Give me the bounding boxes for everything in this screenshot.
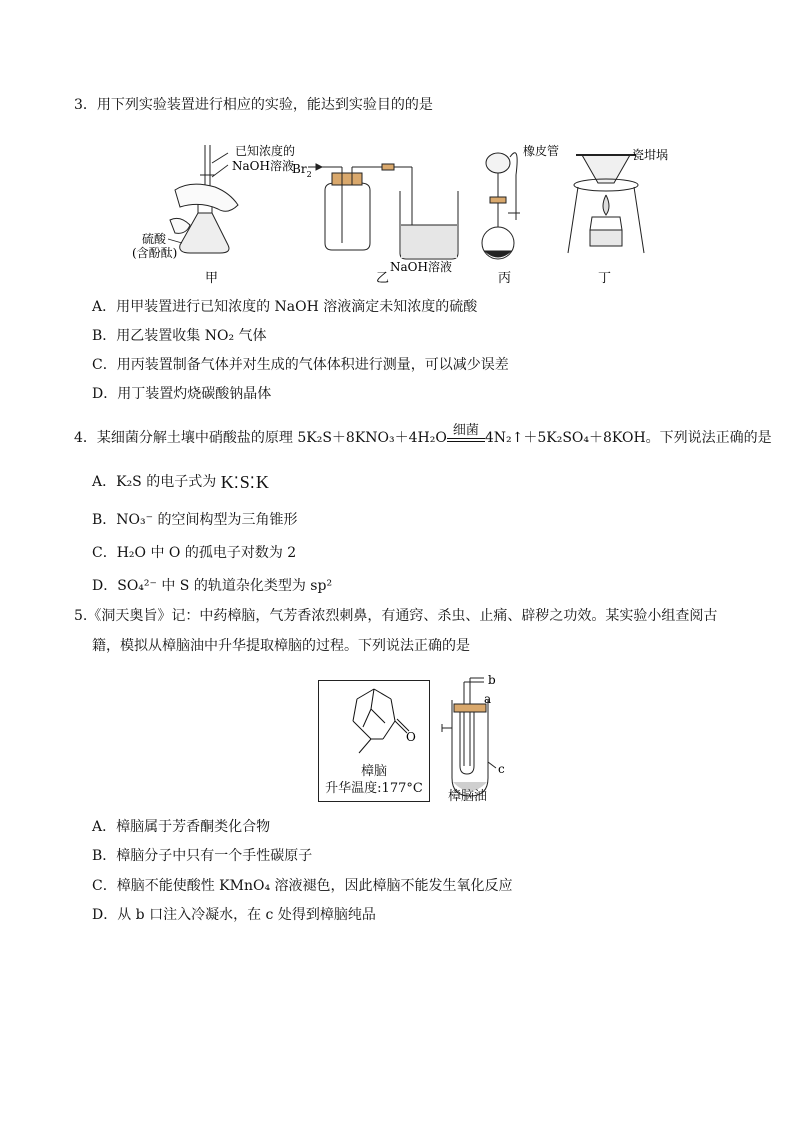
q3-apparatus-figure [120, 135, 680, 290]
label-c: c [498, 762, 505, 776]
label-b: b [488, 673, 496, 687]
electron-formula-k2: K [255, 472, 269, 492]
q3-option-b: B．用乙装置收集 NO₂ 气体 [92, 328, 267, 344]
carbonyl-oxygen-label: O [406, 730, 416, 744]
q3-option-a: A．用甲装置进行已知浓度的 NaOH 溶液滴定未知浓度的硫酸 [92, 299, 478, 315]
q4-option-d: D．SO₄²⁻ 中 S 的轨道杂化类型为 sp² [92, 578, 333, 594]
q5-option-d: D．从 b 口注入冷凝水，在 c 处得到樟脑纯品 [92, 907, 376, 923]
camphor-oil-label: 樟脑油 [448, 789, 488, 804]
gas-collection-apparatus [308, 164, 458, 259]
label-app-ding: 丁 [598, 271, 612, 286]
q4-option-a [92, 472, 269, 493]
titration-apparatus [170, 145, 238, 253]
q4-stem-suffix: 4N₂↑＋5K₂SO₄＋8KOH。下列说法正确的是 [484, 430, 772, 446]
q3-option-c: C．用丙装置制备气体并对生成的气体体积进行测量，可以减少误差 [92, 357, 509, 373]
camphor-sublimation-temp: 升华温度:177°C [325, 781, 423, 796]
label-naoh-solution: NaOH溶液 [390, 260, 452, 274]
label-acid-1: 硫酸 [142, 232, 167, 246]
q5-option-a: A．樟脑属于芳香酮类化合物 [92, 819, 271, 835]
label-rubber-tube: 橡皮管 [523, 144, 560, 158]
q4-arrow-label: 细菌 [452, 423, 479, 438]
label-naoh-known-2: NaOH溶液 [232, 159, 294, 173]
label-app-jia: 甲 [205, 271, 219, 286]
gas-generation-apparatus [482, 153, 520, 259]
q4-option-b: B．NO₃⁻ 的空间构型为三角锥形 [92, 512, 298, 528]
label-br2: $Br_2$ [292, 162, 312, 179]
q4-stem-prefix: 4．某细菌分解土壤中硝酸盐的原理 5K₂S＋8KNO₃＋4H₂O [74, 430, 447, 446]
electron-formula-s: S [239, 472, 250, 492]
q5-option-b: B．樟脑分子中只有一个手性碳原子 [92, 848, 313, 864]
label-app-yi: 乙 [376, 271, 390, 286]
q5-stem-line2: 籍，模拟从樟脑油中升华提取樟脑的过程。下列说法正确的是 [92, 638, 470, 654]
q5-option-c: C．樟脑不能使酸性 KMnO₄ 溶液褪色，因此樟脑不能发生氧化反应 [92, 878, 513, 894]
electron-formula-k1: K [220, 472, 234, 492]
q4-option-a-prefix: A．K₂S 的电子式为 [92, 474, 217, 490]
label-acid-2: (含酚酞) [132, 246, 178, 260]
q4-reaction-arrow [447, 423, 485, 442]
label-naoh-known-1: 已知浓度的 [235, 144, 296, 158]
label-app-bing: 丙 [498, 271, 512, 286]
q3-option-d: D．用丁装置灼烧碳酸钠晶体 [92, 386, 272, 402]
label-crucible: 瓷坩埚 [632, 148, 669, 162]
q5-stem-line1: 5.《洞天奥旨》记：中药樟脑，气芳香浓烈刺鼻，有通窍、杀虫、止痛、辟秽之功效。某实验小组查阅古 [74, 608, 718, 624]
camphor-name: 樟脑 [360, 764, 387, 779]
label-a: a [484, 692, 492, 706]
crucible-apparatus [568, 155, 644, 253]
camphor-structure-box [318, 680, 430, 802]
q3-stem: 3．用下列实验装置进行相应的实验，能达到实验目的的是 [74, 97, 433, 113]
camphor-structure-diagram [319, 681, 429, 761]
q4-option-c: C．H₂O 中 O 的孤电子对数为 2 [92, 545, 297, 561]
q4-stem [74, 423, 772, 448]
electron-dots-right: ⁚ [249, 473, 256, 492]
electron-dots-left: ⁚ [233, 473, 240, 492]
